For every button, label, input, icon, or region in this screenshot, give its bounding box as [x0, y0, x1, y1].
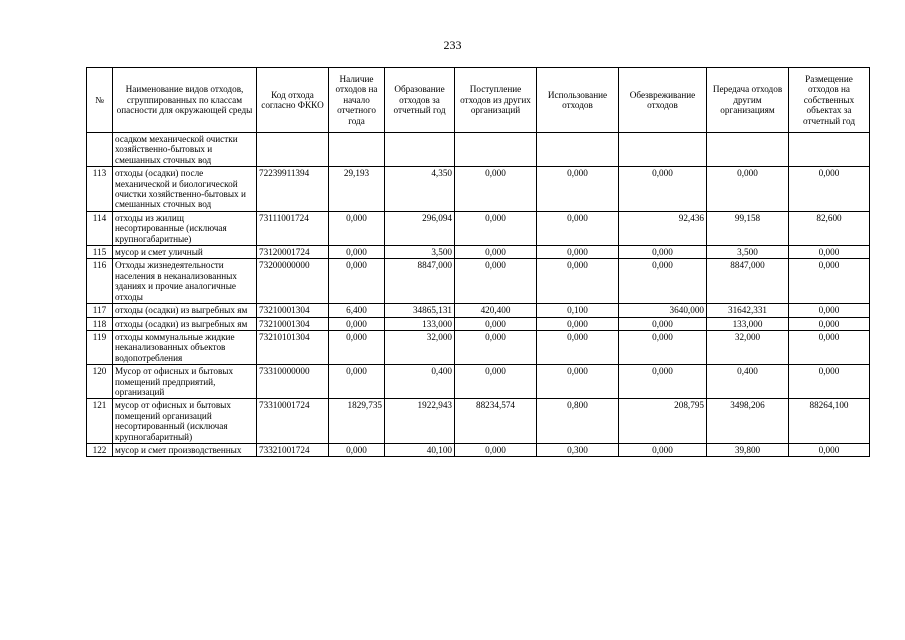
table-row: [87, 246, 870, 259]
table-row: [87, 133, 870, 167]
waste-name: отходы из жилищ несортированные (исключая крупногабаритные): [113, 211, 257, 245]
waste-name: осадком механической очистки хозяйственно-бытовых и смешанных сточных вод: [113, 133, 257, 167]
placed-value: 0,000: [789, 443, 870, 456]
table-row: [87, 167, 870, 212]
page-number: 233: [443, 38, 462, 52]
received-value: 0,000: [455, 211, 537, 245]
waste-name: мусор и смет уличный: [113, 246, 257, 259]
row-number: 117: [87, 304, 113, 317]
header-fkko-code: Код отхода согласно ФККО: [257, 68, 329, 133]
transferred-value: 8847,000: [707, 259, 789, 304]
generated-value: 296,094: [385, 211, 455, 245]
received-value: 0,000: [455, 365, 537, 399]
fkko-code: 73111001724: [257, 211, 329, 245]
placed-value: [789, 133, 870, 167]
start-balance-value: 0,000: [329, 330, 385, 364]
transferred-value: 0,000: [707, 167, 789, 212]
transferred-value: [707, 133, 789, 167]
header-number: №: [87, 68, 113, 133]
generated-value: 133,000: [385, 317, 455, 330]
fkko-code: 73210001304: [257, 304, 329, 317]
neutralized-value: 0,000: [619, 167, 707, 212]
placed-value: 88264,100: [789, 399, 870, 444]
row-number: 115: [87, 246, 113, 259]
used-value: 0,000: [537, 259, 619, 304]
start-balance-value: 0,000: [329, 259, 385, 304]
received-value: 0,000: [455, 317, 537, 330]
used-value: 0,000: [537, 317, 619, 330]
received-value: 0,000: [455, 167, 537, 212]
transferred-value: 133,000: [707, 317, 789, 330]
waste-name: отходы (осадки) из выгребных ям: [113, 317, 257, 330]
used-value: 0,000: [537, 365, 619, 399]
table-row: [87, 259, 870, 304]
transferred-value: 31642,331: [707, 304, 789, 317]
fkko-code: 73120001724: [257, 246, 329, 259]
neutralized-value: 0,000: [619, 317, 707, 330]
waste-name: Мусор от офисных и бытовых помещений предприятий, организаций: [113, 365, 257, 399]
used-value: 0,000: [537, 211, 619, 245]
generated-value: 34865,131: [385, 304, 455, 317]
neutralized-value: 0,000: [619, 246, 707, 259]
neutralized-value: [619, 133, 707, 167]
placed-value: 0,000: [789, 365, 870, 399]
used-value: 0,000: [537, 330, 619, 364]
table-row: [87, 365, 870, 399]
waste-table: [86, 67, 870, 457]
received-value: 0,000: [455, 330, 537, 364]
placed-value: 82,600: [789, 211, 870, 245]
used-value: 0,000: [537, 246, 619, 259]
header-generated: Образование отходов за отчетный год: [385, 68, 455, 133]
used-value: 0,100: [537, 304, 619, 317]
row-number: 121: [87, 399, 113, 444]
waste-name: мусор и смет производственных: [113, 443, 257, 456]
table-row: [87, 304, 870, 317]
table-row: [87, 317, 870, 330]
start-balance-value: 29,193: [329, 167, 385, 212]
generated-value: 40,100: [385, 443, 455, 456]
fkko-code: 73210001304: [257, 317, 329, 330]
row-number: 116: [87, 259, 113, 304]
neutralized-value: 0,000: [619, 365, 707, 399]
start-balance-value: 0,000: [329, 317, 385, 330]
fkko-code: 73321001724: [257, 443, 329, 456]
start-balance-value: 6,400: [329, 304, 385, 317]
fkko-code: 73200000000: [257, 259, 329, 304]
placed-value: 0,000: [789, 317, 870, 330]
table-row: [87, 399, 870, 444]
generated-value: 3,500: [385, 246, 455, 259]
generated-value: 4,350: [385, 167, 455, 212]
generated-value: [385, 133, 455, 167]
header-row: [87, 68, 870, 133]
row-number: 114: [87, 211, 113, 245]
start-balance-value: 1829,735: [329, 399, 385, 444]
neutralized-value: 0,000: [619, 443, 707, 456]
generated-value: 1922,943: [385, 399, 455, 444]
transferred-value: 3498,206: [707, 399, 789, 444]
row-number: [87, 133, 113, 167]
neutralized-value: 92,436: [619, 211, 707, 245]
header-start-balance: Наличие отходов на начало отчетного года: [329, 68, 385, 133]
table-row: [87, 211, 870, 245]
waste-name: мусор от офисных и бытовых помещений организаций несортированный (исключая крупногабаритный): [113, 399, 257, 444]
row-number: 120: [87, 365, 113, 399]
neutralized-value: 3640,000: [619, 304, 707, 317]
received-value: 420,400: [455, 304, 537, 317]
transferred-value: 32,000: [707, 330, 789, 364]
transferred-value: 39,800: [707, 443, 789, 456]
header-used: Использование отходов: [537, 68, 619, 133]
received-value: 0,000: [455, 259, 537, 304]
header-waste-name: Наименование видов отходов, сгруппированных по классам опасности для окружающей среды: [113, 68, 257, 133]
row-number: 119: [87, 330, 113, 364]
placed-value: 0,000: [789, 167, 870, 212]
start-balance-value: 0,000: [329, 365, 385, 399]
received-value: [455, 133, 537, 167]
used-value: 0,000: [537, 167, 619, 212]
neutralized-value: 0,000: [619, 330, 707, 364]
row-number: 122: [87, 443, 113, 456]
row-number: 118: [87, 317, 113, 330]
transferred-value: 3,500: [707, 246, 789, 259]
fkko-code: 73310001724: [257, 399, 329, 444]
generated-value: 8847,000: [385, 259, 455, 304]
header-received: Поступление отходов из других организаций: [455, 68, 537, 133]
placed-value: 0,000: [789, 330, 870, 364]
received-value: 0,000: [455, 443, 537, 456]
waste-name: отходы коммунальные жидкие неканализованных объектов водопотребления: [113, 330, 257, 364]
used-value: [537, 133, 619, 167]
generated-value: 0,400: [385, 365, 455, 399]
header-placed: Размещение отходов на собственных объектах за отчетный год: [789, 68, 870, 133]
fkko-code: 73310000000: [257, 365, 329, 399]
received-value: 0,000: [455, 246, 537, 259]
start-balance-value: 0,000: [329, 211, 385, 245]
fkko-code: 73210101304: [257, 330, 329, 364]
placed-value: 0,000: [789, 246, 870, 259]
header-transferred: Передача отходов другим организациям: [707, 68, 789, 133]
generated-value: 32,000: [385, 330, 455, 364]
placed-value: 0,000: [789, 304, 870, 317]
fkko-code: 72239911394: [257, 167, 329, 212]
table-row: [87, 443, 870, 456]
used-value: 0,300: [537, 443, 619, 456]
placed-value: 0,000: [789, 259, 870, 304]
start-balance-value: 0,000: [329, 246, 385, 259]
waste-name: отходы (осадки) после механической и биологической очистки хозяйственно-бытовых и смешанных сточных вод: [113, 167, 257, 212]
fkko-code: [257, 133, 329, 167]
start-balance-value: 0,000: [329, 443, 385, 456]
waste-name: Отходы жизнедеятельности населения в неканализованных зданиях и прочие аналогичные отходы: [113, 259, 257, 304]
waste-name: отходы (осадки) из выгребных ям: [113, 304, 257, 317]
transferred-value: 0,400: [707, 365, 789, 399]
neutralized-value: 0,000: [619, 259, 707, 304]
table-row: [87, 330, 870, 364]
start-balance-value: [329, 133, 385, 167]
transferred-value: 99,158: [707, 211, 789, 245]
row-number: 113: [87, 167, 113, 212]
neutralized-value: 208,795: [619, 399, 707, 444]
used-value: 0,800: [537, 399, 619, 444]
received-value: 88234,574: [455, 399, 537, 444]
header-neutralized: Обезвреживание отходов: [619, 68, 707, 133]
